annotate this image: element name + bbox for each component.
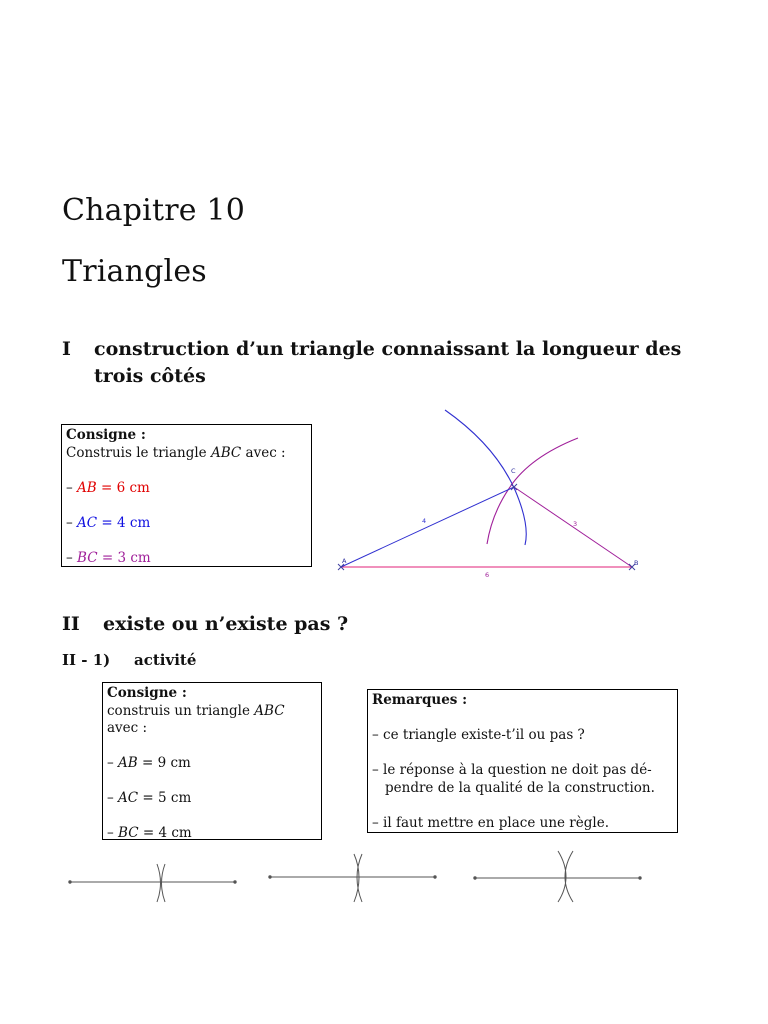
section-1-number: I	[62, 338, 71, 360]
point-markers	[338, 484, 635, 570]
remarques-head: Remarques :	[372, 692, 468, 708]
remarque-item-2: – le réponse à la question ne doit pas dé- pendre de la qualité de la construction.	[372, 762, 655, 796]
section-2-title: existe ou n’existe pas ?	[103, 613, 349, 635]
section-2-heading	[62, 611, 702, 638]
segment-ac	[341, 487, 514, 567]
subsection-2-1-heading	[62, 651, 196, 669]
label-c: C	[511, 467, 516, 475]
chapter-title: Triangles	[62, 254, 207, 289]
consigne-1-item-ab: – AB = 6 cm	[66, 479, 150, 496]
consigne-1-intro-end: avec :	[245, 444, 286, 461]
subsection-2-1-number: II - 1)	[62, 651, 111, 669]
section-1-title-line2: trois côtés	[94, 365, 206, 387]
consigne-2-intro-end: avec :	[107, 720, 148, 736]
sketch-1	[69, 864, 236, 902]
arc-from-b	[487, 438, 578, 544]
consigne-2-intro	[107, 703, 317, 738]
remarque-item-1: – ce triangle existe-t’il ou pas ?	[372, 727, 585, 743]
length-label-bc: 3	[573, 520, 578, 528]
length-label-ac: 4	[422, 517, 427, 525]
consigne-2-item-bc: – BC = 4 cm	[107, 825, 192, 841]
length-label-ab: 6	[485, 571, 490, 579]
remarque-item-3: – il faut mettre en place une règle.	[372, 814, 609, 831]
chapter-label: Chapitre 10	[62, 193, 246, 228]
consigne-1-item-ac: – AC = 4 cm	[66, 514, 151, 531]
consigne-2-head: Consigne :	[107, 685, 187, 701]
remarques-box	[367, 689, 678, 833]
construction-sketches	[60, 846, 660, 910]
consigne-1-head: Consigne :	[66, 427, 146, 443]
sketch-2	[269, 854, 436, 902]
consigne-2-item-ac: – AC = 5 cm	[107, 790, 192, 806]
sketch-3	[474, 851, 641, 902]
section-1-heading	[62, 336, 702, 390]
triangle-construction-figure	[330, 405, 650, 585]
arc-from-a	[445, 410, 526, 545]
section-1-title-line1: construction d’un triangle connaissant la longueur des	[94, 338, 682, 360]
consigne-1-intro-text: Construis le triangle	[66, 444, 207, 461]
label-b: B	[634, 559, 639, 567]
consigne-box-1	[61, 424, 312, 567]
consigne-2-item-ab: – AB = 9 cm	[107, 755, 191, 771]
consigne-box-2	[102, 682, 322, 840]
section-2-number: II	[62, 613, 80, 635]
consigne-1-item-bc: – BC = 3 cm	[66, 549, 151, 566]
consigne-1-intro	[66, 445, 307, 463]
consigne-1-intro-var: ABC	[210, 444, 242, 461]
consigne-2-intro-text: construis un triangle	[107, 702, 250, 719]
subsection-2-1-title: activité	[134, 651, 197, 669]
label-a: A	[342, 557, 347, 565]
consigne-2-intro-var: ABC	[254, 702, 285, 719]
